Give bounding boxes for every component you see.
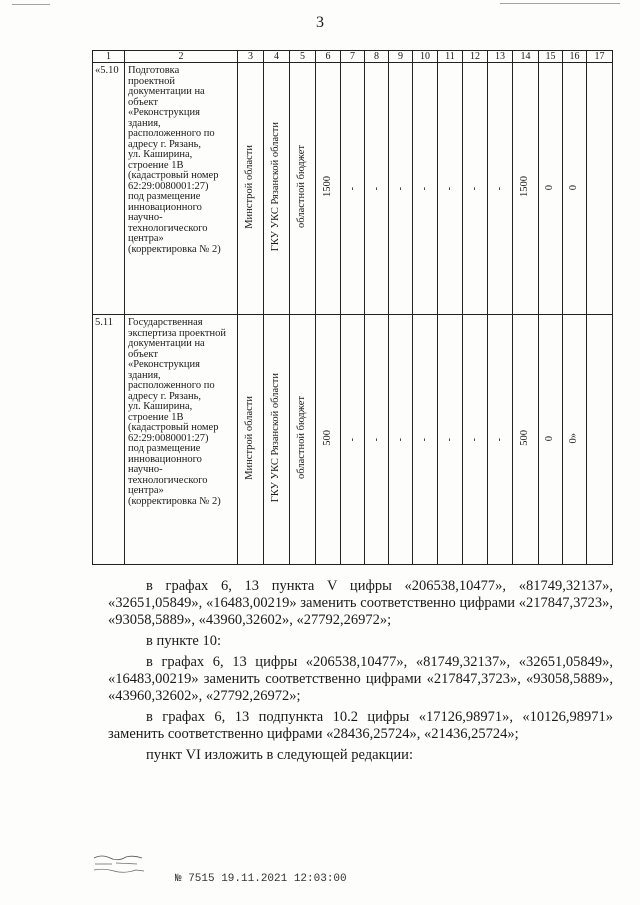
column-number: 9 [389, 51, 413, 63]
column-number: 13 [488, 51, 513, 63]
year-cell: - [488, 63, 513, 315]
recipient-text: ГКУ УКС Рязанской области [270, 373, 282, 503]
table-header-row [93, 51, 613, 63]
year-cell [539, 63, 563, 315]
paragraph: в графах 6, 13 цифры «206538,10477», «81749,32137», «32651,05849», «16483,00219» заменить соответственно цифрами «217847,3723», «93058,5889», «43960,32602», «27792,26972»; [108, 654, 613, 704]
year-cell: - [438, 315, 463, 565]
year-cell: - [365, 63, 389, 315]
year-cell: - [413, 63, 438, 315]
paragraph: в пункте 10: [146, 633, 222, 649]
column-number: 3 [238, 51, 264, 63]
column-number: 1 [93, 51, 125, 63]
year-cell: - [413, 315, 438, 565]
col14-value: 1500 [519, 176, 531, 198]
col15-value: 0 [544, 185, 556, 191]
scan-artifact [12, 4, 50, 5]
year-cell: - [365, 315, 389, 565]
year-cell [563, 63, 587, 315]
executor-cell [238, 63, 264, 315]
executor-text: Минстрой области [244, 144, 256, 229]
scan-artifact [500, 3, 620, 4]
year-cell: - [463, 63, 488, 315]
recipient-text: ГКУ УКС Рязанской области [270, 122, 282, 252]
program-table [92, 50, 613, 565]
recipient-cell [264, 315, 290, 565]
funding-source-text: областной бюджет [296, 145, 308, 229]
column-number: 2 [125, 51, 238, 63]
total-value: 500 [321, 429, 333, 446]
year-cell [563, 315, 587, 565]
column-number: 5 [290, 51, 316, 63]
paragraph: пункт VI изложить в следующей редакции: [146, 747, 413, 763]
column-number: 4 [264, 51, 290, 63]
column-number: 14 [513, 51, 539, 63]
row-number: «5.10 [93, 63, 125, 315]
col15-value: 0 [544, 436, 556, 442]
executor-text: Минстрой области [244, 395, 256, 480]
year-cell [587, 315, 613, 565]
table-row [93, 63, 613, 315]
total-value: 1500 [321, 176, 333, 198]
amendment-text [108, 578, 613, 768]
year-cell: - [341, 63, 365, 315]
year-cell: - [341, 315, 365, 565]
paragraph: в графах 6, 13 пункта V цифры «206538,10477», «81749,32137», «32651,05849», «16483,00219» заменить соответственно цифрами «217847,3723», «93058,5889», «43960,32602», «27792,26972»; [108, 578, 613, 628]
col14-value: 500 [519, 429, 531, 446]
funding-source-text: областной бюджет [296, 396, 308, 480]
year-cell [587, 63, 613, 315]
year-cell: - [389, 315, 413, 565]
source-cell [290, 63, 316, 315]
total-cell [316, 315, 341, 565]
column-number: 15 [539, 51, 563, 63]
table-row [93, 315, 613, 565]
row-number: 5.11 [93, 315, 125, 565]
total-cell [316, 63, 341, 315]
year-cell [513, 315, 539, 565]
executor-cell [238, 315, 264, 565]
year-cell [513, 63, 539, 315]
col16-value: 0» [568, 432, 580, 443]
year-cell [539, 315, 563, 565]
recipient-cell [264, 63, 290, 315]
column-number: 12 [463, 51, 488, 63]
column-number: 16 [563, 51, 587, 63]
registration-stamp [92, 850, 152, 876]
document-registration-id: № 7515 19.11.2021 12:03:00 [175, 873, 347, 885]
column-number: 17 [587, 51, 613, 63]
year-cell: - [438, 63, 463, 315]
measure-name: Государственная экспертиза проектной документации на объект «Реконструкция здания, расположенного по адресу г. Рязань, ул. Каширина, строение 1В (кадастровый номер 62:29:0080001:27) под размещение инновационного научно- технологического центра» (корректировка № 2) [125, 315, 238, 565]
col16-value: 0 [568, 185, 580, 191]
page-number: 3 [316, 14, 324, 31]
column-number: 6 [316, 51, 341, 63]
source-cell [290, 315, 316, 565]
measure-name: Подготовка проектной документации на объект «Реконструкция здания, расположенного по адресу г. Рязань, ул. Каширина, строение 1В (кадастровый номер 62:29:0080001:27) под размещение инновационного научно- технологического центра» (корректировка № 2) [125, 63, 238, 315]
column-number: 8 [365, 51, 389, 63]
column-number: 7 [341, 51, 365, 63]
column-number: 10 [413, 51, 438, 63]
paragraph: в графах 6, 13 подпункта 10.2 цифры «17126,98971», «10126,98971» заменить соответственно цифрами «28436,25724», «21436,25724»; [108, 709, 613, 742]
year-cell: - [389, 63, 413, 315]
year-cell: - [463, 315, 488, 565]
column-number: 11 [438, 51, 463, 63]
year-cell: - [488, 315, 513, 565]
